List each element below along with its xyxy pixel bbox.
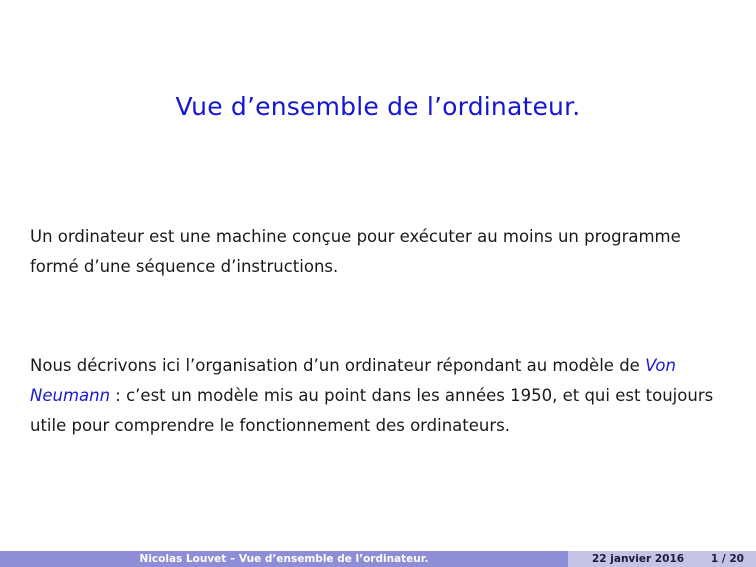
paragraph-text-after: : c’est un modèle mis au point dans les années 1950, et qui est toujours utile pour comprendre le fonctionnement des ordinateurs. bbox=[30, 386, 714, 435]
slide-title: Vue d’ensemble de l’ordinateur. bbox=[175, 92, 581, 121]
von-neumann-term: Von Neumann bbox=[30, 356, 676, 405]
footer-page-number: 1 / 20 bbox=[710, 553, 744, 565]
paragraph-text-before: Nous décrivons ici l’organisation d’un ordinateur répondant au modèle de bbox=[30, 356, 646, 375]
footer-date: 22 janvier 2016 bbox=[592, 553, 685, 565]
footer-author-title: Nicolas Louvet – Vue d’ensemble de l’ordinateur. bbox=[0, 551, 568, 567]
footer-bar bbox=[0, 551, 756, 567]
paragraph-von-neumann bbox=[30, 351, 720, 441]
paragraph-definition: Un ordinateur est une machine conçue pour exécuter au moins un programme formé d’une séquence d’instructions. bbox=[30, 227, 681, 276]
footer-info bbox=[568, 551, 756, 567]
